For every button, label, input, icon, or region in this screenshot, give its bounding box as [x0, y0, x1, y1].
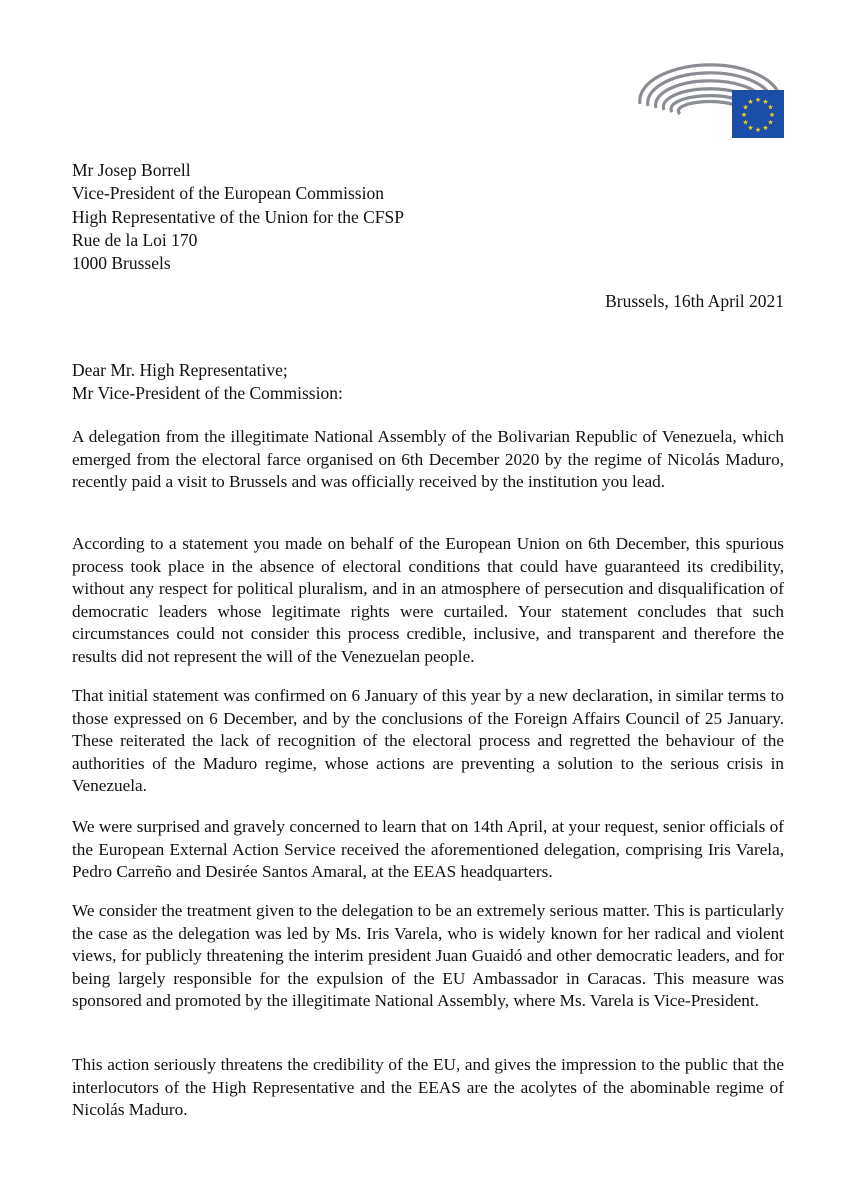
svg-text:★: ★ [742, 118, 749, 127]
recipient-street: Rue de la Loi 170 [72, 229, 198, 250]
recipient-title-1: Vice-President of the European Commission [72, 183, 384, 204]
svg-text:★: ★ [740, 111, 748, 119]
salutation-line-1: Dear Mr. High Representative; [72, 360, 288, 380]
paragraph-2: According to a statement you made on behalf of the European Union on 6th December, this spurious process took place in the absence of electoral conditions that could have guaranteed its credibility, without any respect for political pluralism, and in an atmosphere of persecution and disqualification of democratic leaders whose legitimate rights were curtailed. Your statement concludes that such circumstances could not consider this process credible, inclusive, and transparent and therefore the results did not represent the will of the Venezuelan people. [72, 534, 784, 666]
salutation [72, 359, 343, 404]
svg-text:★: ★ [742, 103, 749, 112]
salutation-line-2: Mr Vice-President of the Commission: [72, 382, 343, 403]
paragraph-6: This action seriously threatens the credibility of the EU, and gives the impression to the public that the interlocutors of the High Representative and the EEAS are the acolytes of the abominable regime of Nicolás Maduro. [72, 1055, 784, 1120]
svg-text:★: ★ [767, 118, 774, 127]
svg-text:★: ★ [767, 103, 774, 112]
recipient-address [72, 159, 404, 275]
european-parliament-logo-icon [638, 60, 786, 140]
svg-text:★: ★ [754, 96, 762, 104]
svg-text:★: ★ [747, 124, 754, 132]
recipient-title-2: High Representative of the Union for the CFSP [72, 206, 404, 227]
svg-text:★: ★ [754, 126, 762, 134]
svg-text:★: ★ [768, 111, 776, 119]
svg-text:★: ★ [747, 98, 754, 106]
paragraph-3: That initial statement was confirmed on 6 January of this year by a new declaration, in similar terms to those expressed on 6 December, and by the conclusions of the Foreign Affairs Council of 25 January. These reiterated the lack of recognition of the electoral process and regretted the behaviour of the authorities of the Maduro regime, whose actions are preventing a solution to the serious crisis in Venezuela. [72, 686, 784, 796]
paragraph-4: We were surprised and gravely concerned to learn that on 14th April, at your request, senior officials of the European External Action Service received the aforementioned delegation, comprising Iris Varela, Pedro Carreño and Desirée Santos Amaral, at the EEAS headquarters. [72, 817, 784, 882]
paragraph-5: We consider the treatment given to the delegation to be an extremely serious matter. This is particularly the case as the delegation was led by Ms. Iris Varela, who is widely known for her radical and violent views, for publicly threatening the interim president Juan Guaidó and other democratic leaders, and for being largely responsible for the expulsion of the EU Ambassador in Caracas. This measure was sponsored and promoted by the illegitimate National Assembly, where Ms. Varela is Vice-President. [72, 901, 784, 1011]
paragraph-1: A delegation from the illegitimate National Assembly of the Bolivarian Republic of Venezuela, which emerged from the electoral farce organised on 6th December 2020 by the regime of Nicolás Maduro, recently paid a visit to Brussels and was officially received by the institution you lead. [72, 427, 784, 492]
letter-date: Brussels, 16th April 2021 [605, 291, 784, 311]
eu-flag-icon [732, 90, 784, 138]
recipient-name: Mr Josep Borrell [72, 160, 191, 180]
svg-text:★: ★ [762, 124, 769, 132]
recipient-city: 1000 Brussels [72, 253, 171, 274]
svg-text:★: ★ [762, 98, 769, 106]
